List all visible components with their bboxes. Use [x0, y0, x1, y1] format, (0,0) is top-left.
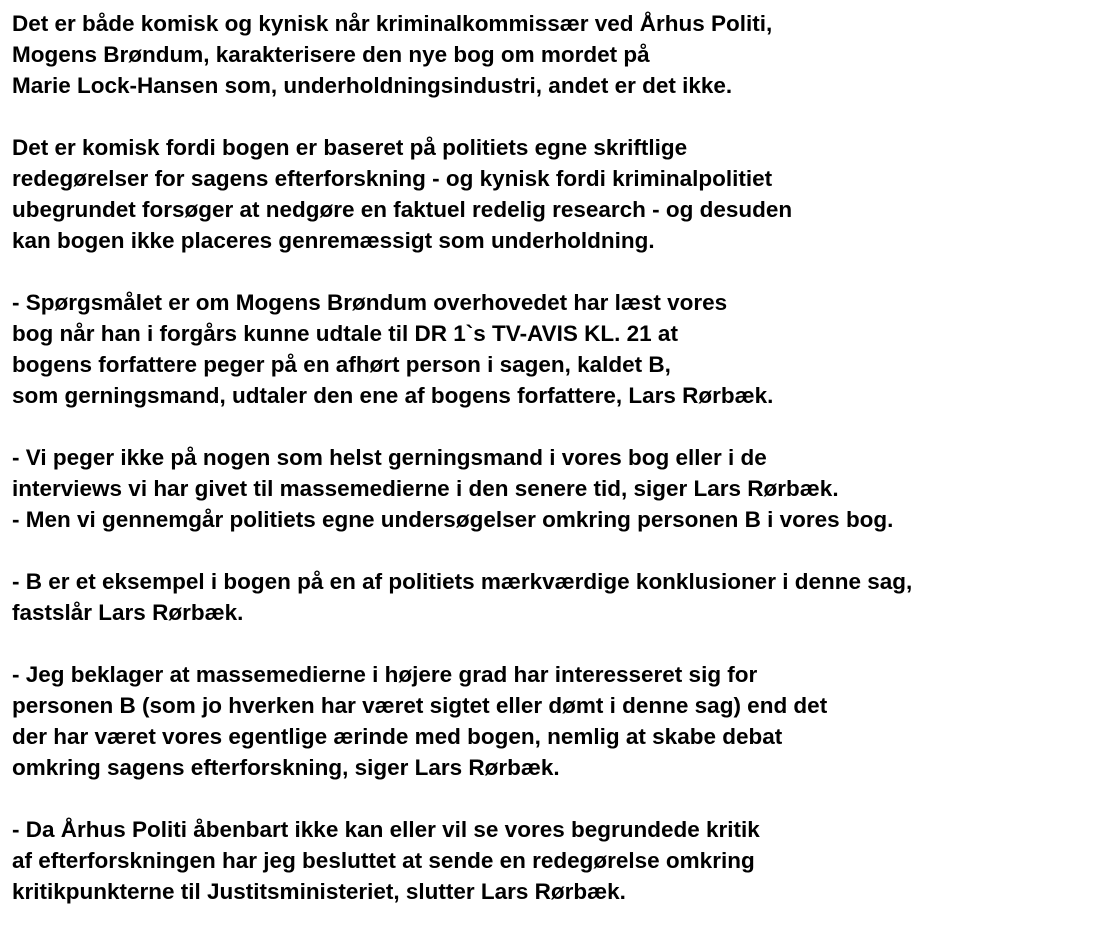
- paragraph-4: [12, 442, 1107, 535]
- paragraph-5: [12, 566, 1107, 628]
- text-line: Marie Lock-Hansen som, underholdningsindustri, andet er det ikke.: [12, 73, 733, 98]
- text-line: omkring sagens efterforskning, siger Lars Rørbæk.: [12, 755, 560, 780]
- text-line: af efterforskningen har jeg besluttet at sende en redegørelse omkring: [12, 848, 755, 873]
- text-line: - Spørgsmålet er om Mogens Brøndum overhovedet har læst vores: [12, 290, 728, 315]
- text-line: bog når han i forgårs kunne udtale til DR 1`s TV-AVIS KL. 21 at: [12, 321, 678, 346]
- paragraph-3: [12, 287, 1107, 411]
- text-line: - Vi peger ikke på nogen som helst gerningsmand i vores bog eller i de: [12, 445, 767, 470]
- text-line: redegørelser for sagens efterforskning - og kynisk fordi kriminalpolitiet: [12, 166, 773, 191]
- paragraph-2: [12, 132, 1107, 256]
- text-line: fastslår Lars Rørbæk.: [12, 600, 244, 625]
- paragraph-1: [12, 8, 1107, 101]
- text-line: Det er både komisk og kynisk når kriminalkommissær ved Århus Politi,: [12, 11, 773, 36]
- text-line: kritikpunkterne til Justitsministeriet, slutter Lars Rørbæk.: [12, 879, 626, 904]
- text-line: interviews vi har givet til massemedierne i den senere tid, siger Lars Rørbæk.: [12, 476, 839, 501]
- paragraph-6: [12, 659, 1107, 783]
- text-line: bogens forfattere peger på en afhørt person i sagen, kaldet B,: [12, 352, 671, 377]
- text-line: - Men vi gennemgår politiets egne undersøgelser omkring personen B i vores bog.: [12, 507, 894, 532]
- text-line: - B er et eksempel i bogen på en af politiets mærkværdige konklusioner i denne sag,: [12, 569, 913, 594]
- text-line: - Jeg beklager at massemedierne i højere grad har interesseret sig for: [12, 662, 758, 687]
- text-line: - Da Århus Politi åbenbart ikke kan eller vil se vores begrundede kritik: [12, 817, 760, 842]
- text-line: personen B (som jo hverken har været sigtet eller dømt i denne sag) end det: [12, 693, 828, 718]
- text-line: der har været vores egentlige ærinde med bogen, nemlig at skabe debat: [12, 724, 783, 749]
- paragraph-7: [12, 814, 1107, 907]
- text-line: Det er komisk fordi bogen er baseret på politiets egne skriftlige: [12, 135, 688, 160]
- text-line: ubegrundet forsøger at nedgøre en faktuel redelig research - og desuden: [12, 197, 793, 222]
- text-line: Mogens Brøndum, karakterisere den nye bog om mordet på: [12, 42, 650, 67]
- text-line: kan bogen ikke placeres genremæssigt som underholdning.: [12, 228, 655, 253]
- document-body: [12, 8, 1107, 938]
- text-line: som gerningsmand, udtaler den ene af bogens forfattere, Lars Rørbæk.: [12, 383, 774, 408]
